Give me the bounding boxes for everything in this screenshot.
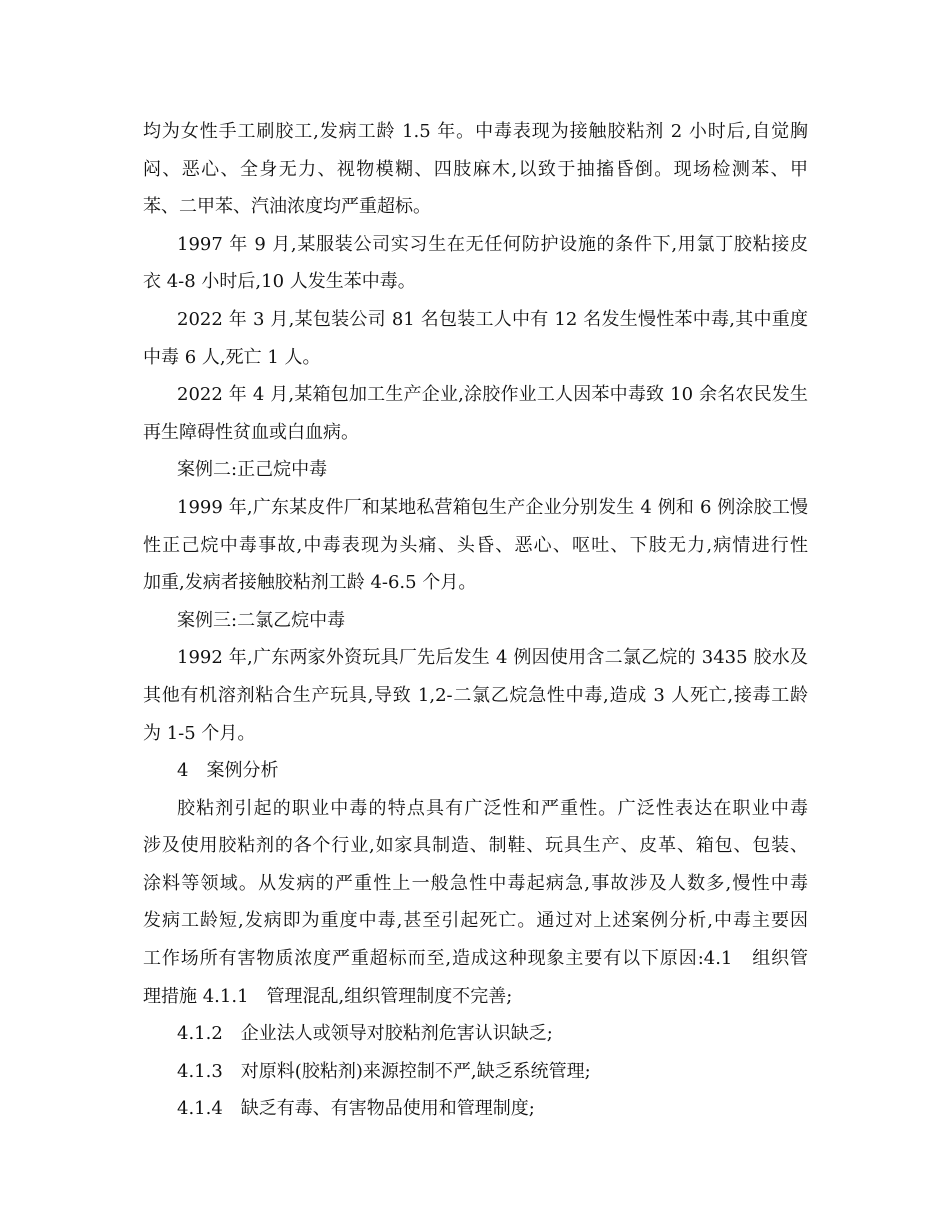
text-line: 4.1.4 缺乏有毒、有害物品使用和管理制度; — [177, 1098, 535, 1120]
text-line: 苯、二甲苯、汽油浓度均严重超标。 — [143, 196, 431, 218]
paragraph — [143, 226, 808, 301]
text-line: 涉及使用胶粘剂的各个行业,如家具制造、制鞋、玩具生产、皮革、箱包、包装、 — [143, 835, 808, 857]
paragraph — [143, 489, 808, 602]
text-line: 加重,发病者接触胶粘剂工龄 4-6.5 个月。 — [143, 572, 477, 594]
paragraph — [143, 301, 808, 376]
paragraph — [143, 639, 808, 752]
paragraph — [143, 1090, 808, 1128]
text-line: 闷、恶心、全身无力、视物模糊、四肢麻木,以致于抽搐昏倒。现场检测苯、甲 — [143, 158, 808, 180]
text-line: 4 案例分析 — [177, 760, 279, 782]
text-line: 案例三:二氯乙烷中毒 — [177, 609, 346, 631]
text-line: 案例二:正己烷中毒 — [177, 459, 328, 481]
text-line: 中毒 6 人,死亡 1 人。 — [143, 346, 321, 368]
text-line: 1992 年,广东两家外资玩具厂先后发生 4 例因使用含二氯乙烷的 3435 胶水及 — [177, 647, 808, 669]
document-body — [143, 113, 808, 1128]
text-line: 再生障碍性贫血或白血病。 — [143, 421, 359, 443]
paragraph — [143, 113, 808, 226]
paragraph — [143, 376, 808, 451]
text-line: 均为女性手工刷胶工,发病工龄 1.5 年。中毒表现为接触胶粘剂 2 小时后,自觉胸 — [143, 121, 808, 142]
text-line: 发病工龄短,发病即为重度中毒,甚至引起死亡。通过对上述案例分析,中毒主要因 — [143, 910, 808, 932]
text-line: 为 1-5 个月。 — [143, 722, 256, 744]
text-line: 4.1.2 企业法人或领导对胶粘剂危害认识缺乏; — [177, 1023, 553, 1045]
text-line: 2022 年 3 月,某包装公司 81 名包装工人中有 12 名发生慢性苯中毒,其中重度 — [177, 308, 808, 330]
text-line: 理措施 4.1.1 管理混乱,组织管理制度不完善; — [143, 985, 513, 1007]
text-line: 4.1.3 对原料(胶粘剂)来源控制不严,缺乏系统管理; — [177, 1060, 591, 1082]
paragraph — [143, 602, 808, 640]
text-line: 2022 年 4 月,某箱包加工生产企业,涂胶作业工人因苯中毒致 10 余名农民发生 — [177, 384, 808, 406]
paragraph — [143, 790, 808, 1016]
text-line: 其他有机溶剂粘合生产玩具,导致 1,2-二氯乙烷急性中毒,造成 3 人死亡,接毒工龄 — [143, 684, 808, 706]
text-line: 工作场所有害物质浓度严重超标而至,造成这种现象主要有以下原因:4.1 组织管 — [143, 948, 808, 970]
paragraph — [143, 1015, 808, 1053]
text-line: 1997 年 9 月,某服装公司实习生在无任何防护设施的条件下,用氯丁胶粘接皮 — [177, 233, 808, 255]
paragraph — [143, 1053, 808, 1091]
paragraph — [143, 451, 808, 489]
text-line: 胶粘剂引起的职业中毒的特点具有广泛性和严重性。广泛性表达在职业中毒 — [177, 797, 808, 819]
text-line: 性正己烷中毒事故,中毒表现为头痛、头昏、恶心、呕吐、下肢无力,病情进行性 — [143, 534, 808, 556]
text-line: 涂料等领域。从发病的严重性上一般急性中毒起病急,事故涉及人数多,慢性中毒 — [143, 872, 808, 894]
text-line: 衣 4-8 小时后,10 人发生苯中毒。 — [143, 271, 416, 293]
text-line: 1999 年,广东某皮件厂和某地私营箱包生产企业分别发生 4 例和 6 例涂胶工慢 — [177, 496, 808, 518]
paragraph — [143, 752, 808, 790]
